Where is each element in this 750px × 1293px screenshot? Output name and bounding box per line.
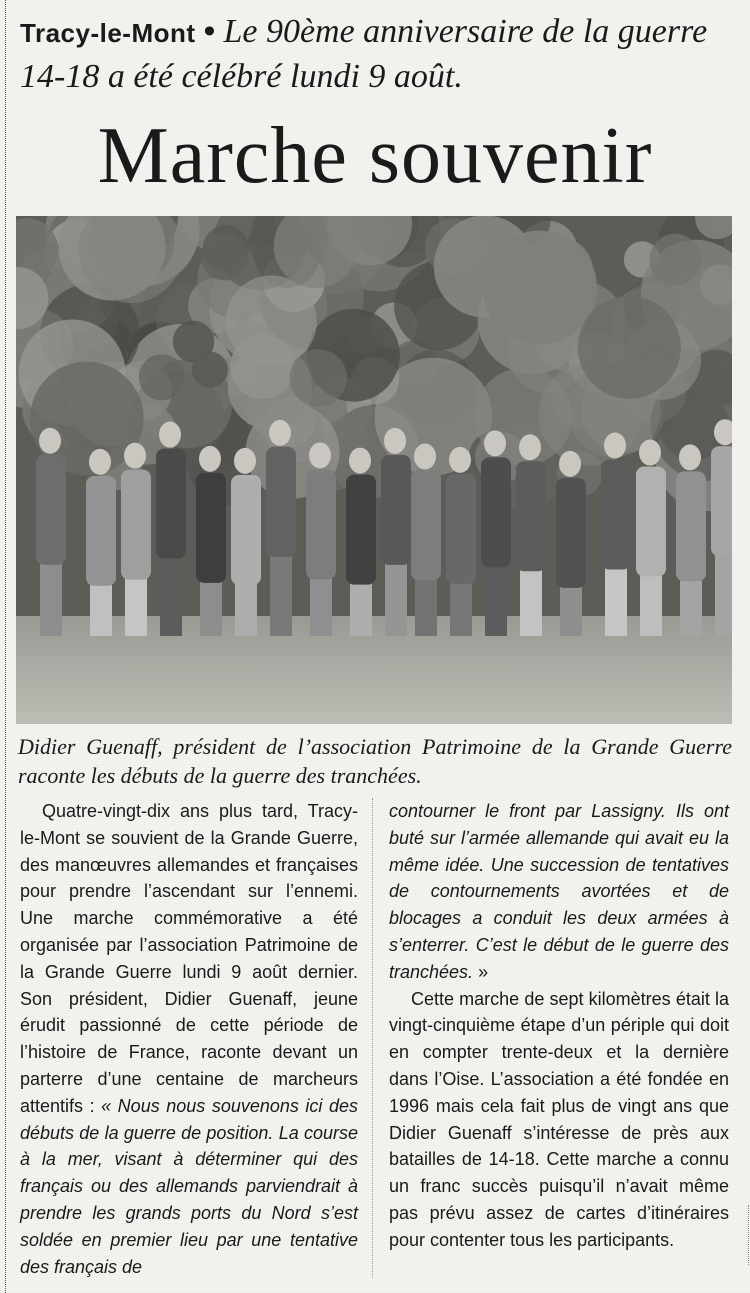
header: [20, 10, 740, 99]
foliage-blob: [192, 352, 228, 388]
foliage-blob: [139, 354, 185, 400]
person-figure: [346, 448, 376, 636]
article-paragraph: [20, 798, 358, 1280]
foliage-blob: [649, 234, 701, 286]
person-figure: [306, 442, 336, 636]
photo-caption: Didier Guenaff, président de l’association Patrimoine de la Grande Guerre raconte les débuts de la guerre des tranchées.: [18, 734, 732, 788]
person-figure: [121, 443, 151, 636]
person-figure: [446, 447, 476, 636]
person-figure: [636, 440, 666, 636]
article-column-right: [389, 798, 729, 1254]
person-figure: [411, 444, 441, 636]
person-figure: [481, 430, 511, 636]
foliage-blob: [290, 349, 347, 406]
article-column-left: [20, 798, 358, 1280]
page-edge-mark: [738, 1205, 749, 1265]
foliage-blob: [483, 231, 597, 345]
article-quote: contourner le front par Lassigny. Ils ont buté sur l’armée allemande qui avait eu la même idée. Une succession de tentatives de contournements avortées et de blocages a conduit les deux armées à s’enterrer. C’est le début de le guerre des tranchées.: [389, 801, 729, 982]
foliage-blob: [578, 296, 681, 399]
person-figure: [516, 434, 546, 636]
photo-illustration: [16, 216, 732, 724]
foliage-blob: [201, 233, 249, 281]
bullet-separator: •: [203, 13, 216, 50]
person-figure: [266, 420, 296, 636]
article-quote: « Nous nous souvenons ici des débuts de la guerre de position. La course à la mer, visant à déterminer qui des français ou des allemands parviendrait à prendre les grands ports du Nord s’est soldée en premier lieu par une tentative des français de: [20, 1095, 358, 1277]
kicker: Tracy-le-Mont: [20, 18, 196, 48]
person-figure: [381, 428, 411, 636]
person-figure: [86, 449, 116, 636]
column-divider: [372, 798, 373, 1278]
person-figure: [196, 446, 226, 636]
article-paragraph: [389, 798, 729, 986]
person-figure: [36, 428, 66, 636]
article-text: Quatre-vingt-dix ans plus tard, Tracy-le-Mont se souvient de la Grande Guerre, des manœuvres allemandes et françaises pour prendre l’ascendant sur l’ennemi. Une marche commémorative a été organisée par l’association Patrimoine de la Grande Guerre lundi 9 août dernier. Son président, Didier Guenaff, jeune érudit passionné de cette période de l’histoire de France, raconte devant un parterre d’une centaine de marcheurs attentifs :: [20, 801, 358, 1116]
deck: Le 90ème anniversaire de la guerre 14-18 a été célébré lundi 9 août.: [20, 13, 708, 95]
person-figure: [676, 444, 706, 636]
article-paragraph: Cette marche de sept kilomètres était la vingt-cinquième étape d’un périple qui doit en compter trente-deux et la dernière dans l’Oise. L’association a été fondée en 1996 mais cela fait plus de vingt ans que Didier Guenaff s’intéresse de près aux batailles de 14-18. Cette marche a connu un franc succès puisqu’il n’avait même pas prévu assez de cartes d’itinéraires pour contenter tous les participants.: [389, 988, 729, 1250]
person-figure: [156, 422, 186, 636]
group-photo-icon: [16, 216, 732, 724]
foliage-blob: [230, 335, 295, 400]
headline: Marche souvenir: [97, 112, 653, 200]
person-figure: [601, 433, 631, 636]
quote-close: »: [473, 961, 489, 982]
person-figure: [231, 448, 261, 636]
